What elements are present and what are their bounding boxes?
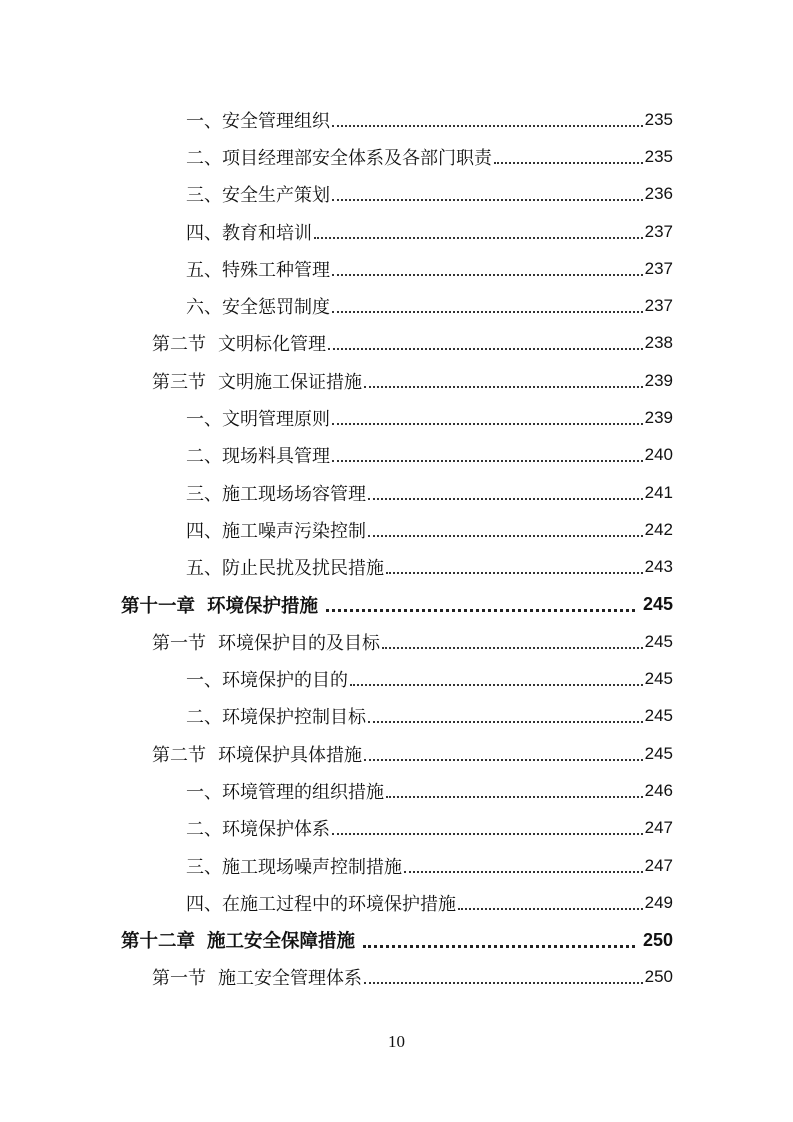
toc-entry-page: 239 bbox=[644, 370, 673, 390]
toc-entry[interactable] bbox=[0, 213, 793, 250]
toc-entry-text: 施工安全管理体系 bbox=[218, 968, 362, 990]
dot-leader bbox=[386, 796, 643, 798]
toc-entry-number: 第三节 bbox=[152, 371, 206, 393]
toc-entry-text: 环境保护体系 bbox=[222, 819, 330, 841]
toc-entry[interactable] bbox=[0, 101, 793, 138]
toc-entry-text: 项目经理部安全体系及各部门职责 bbox=[222, 147, 492, 169]
toc-entry[interactable] bbox=[0, 362, 793, 399]
toc-entry-number: 三、 bbox=[186, 856, 222, 878]
toc-entry-title bbox=[186, 853, 402, 879]
toc-entry-text: 环境保护具体措施 bbox=[218, 744, 362, 766]
toc-entry-number: 二、 bbox=[186, 819, 222, 841]
toc-entry-title bbox=[152, 629, 380, 655]
dot-leader bbox=[386, 572, 643, 574]
toc-entry-title bbox=[186, 554, 384, 580]
dot-leader bbox=[332, 125, 643, 127]
toc-entry-page: 236 bbox=[644, 184, 673, 204]
toc-entry[interactable] bbox=[0, 884, 793, 921]
toc-entry-number: 二、 bbox=[186, 147, 222, 169]
toc-entry-page: 235 bbox=[644, 109, 673, 129]
toc-entry-title bbox=[152, 368, 362, 394]
toc-entry-title bbox=[152, 330, 326, 356]
toc-entry-title bbox=[186, 890, 456, 916]
page-number: 10 bbox=[388, 1032, 405, 1051]
toc-entry-page: 241 bbox=[644, 482, 673, 502]
toc-entry-page: 245 bbox=[642, 594, 673, 614]
dot-leader bbox=[314, 237, 643, 239]
toc-entry-text: 施工现场噪声控制措施 bbox=[222, 856, 402, 878]
toc-entry-page: 250 bbox=[642, 929, 673, 950]
toc-entry-title bbox=[152, 964, 362, 990]
toc-entry-page: 249 bbox=[644, 892, 673, 912]
toc-entry[interactable] bbox=[0, 586, 793, 623]
toc-entry-text: 环境保护的目的 bbox=[222, 670, 348, 692]
toc-entry-number: 五、 bbox=[186, 259, 222, 281]
toc-entry-text: 防止民扰及扰民措施 bbox=[222, 558, 384, 580]
toc-entry-title bbox=[186, 181, 330, 207]
toc-entry-page: 237 bbox=[644, 221, 673, 241]
toc-entry-text: 环境管理的组织措施 bbox=[222, 781, 384, 803]
toc-entry-text: 在施工过程中的环境保护措施 bbox=[222, 893, 456, 915]
toc-entry-title bbox=[186, 517, 366, 543]
toc-entry-title bbox=[186, 666, 348, 692]
dot-leader bbox=[458, 908, 643, 910]
dot-leader bbox=[350, 684, 643, 686]
toc-entry-text: 环境保护控制目标 bbox=[222, 707, 366, 729]
toc-entry-text: 施工现场场容管理 bbox=[222, 483, 366, 505]
toc-entry[interactable] bbox=[0, 623, 793, 660]
toc-entry-number: 二、 bbox=[186, 707, 222, 729]
table-of-contents bbox=[0, 101, 793, 996]
toc-entry-page: 237 bbox=[644, 296, 673, 316]
dot-leader bbox=[332, 423, 643, 425]
toc-entry-page: 238 bbox=[644, 333, 673, 353]
toc-entry-title bbox=[121, 927, 355, 953]
toc-entry[interactable] bbox=[0, 549, 793, 586]
dot-leader bbox=[332, 460, 643, 462]
toc-entry-page: 239 bbox=[644, 408, 673, 428]
toc-entry-number: 第十一章 bbox=[121, 595, 196, 617]
toc-entry[interactable] bbox=[0, 735, 793, 772]
toc-entry-text: 安全惩罚制度 bbox=[222, 297, 330, 319]
dot-leader bbox=[368, 498, 643, 500]
toc-entry-number: 四、 bbox=[186, 893, 222, 915]
dot-leader bbox=[332, 199, 643, 201]
dot-leader bbox=[332, 274, 643, 276]
toc-entry-page: 243 bbox=[644, 557, 673, 577]
toc-entry-number: 四、 bbox=[186, 520, 222, 542]
dot-leader bbox=[332, 311, 643, 313]
toc-entry-text: 安全生产策划 bbox=[222, 185, 330, 207]
toc-entry-page: 245 bbox=[644, 631, 673, 651]
toc-entry-title bbox=[186, 703, 366, 729]
toc-entry-title bbox=[186, 219, 312, 245]
toc-entry-title bbox=[186, 144, 492, 170]
toc-entry-number: 一、 bbox=[186, 110, 222, 132]
toc-entry-page: 247 bbox=[644, 855, 673, 875]
toc-entry[interactable] bbox=[0, 399, 793, 436]
toc-entry-text: 环境保护目的及目标 bbox=[218, 632, 380, 654]
toc-entry[interactable] bbox=[0, 959, 793, 996]
toc-entry[interactable] bbox=[0, 698, 793, 735]
toc-entry[interactable] bbox=[0, 511, 793, 548]
toc-entry-number: 二、 bbox=[186, 446, 222, 468]
toc-entry-page: 245 bbox=[644, 669, 673, 689]
toc-entry-page: 245 bbox=[644, 706, 673, 726]
toc-entry-number: 第一节 bbox=[152, 632, 206, 654]
toc-entry-text: 特殊工种管理 bbox=[222, 259, 330, 281]
toc-entry-text: 文明管理原则 bbox=[222, 409, 330, 431]
toc-entry[interactable] bbox=[0, 474, 793, 511]
dot-leader bbox=[326, 609, 635, 612]
toc-entry-text: 文明施工保证措施 bbox=[218, 371, 362, 393]
toc-entry-text: 安全管理组织 bbox=[222, 110, 330, 132]
toc-entry[interactable] bbox=[0, 810, 793, 847]
toc-entry[interactable] bbox=[0, 922, 793, 959]
toc-entry-page: 246 bbox=[644, 780, 673, 800]
toc-entry-title bbox=[186, 405, 330, 431]
toc-entry[interactable] bbox=[0, 287, 793, 324]
toc-entry-title bbox=[186, 256, 330, 282]
dot-leader bbox=[363, 945, 635, 948]
toc-entry-page: 247 bbox=[644, 818, 673, 838]
toc-entry[interactable] bbox=[0, 772, 793, 809]
toc-entry-number: 一、 bbox=[186, 409, 222, 431]
toc-entry-title bbox=[186, 442, 330, 468]
toc-entry-text: 文明标化管理 bbox=[218, 334, 326, 356]
toc-entry-text: 教育和培训 bbox=[222, 222, 312, 244]
toc-entry-number: 一、 bbox=[186, 670, 222, 692]
toc-entry-title bbox=[186, 778, 384, 804]
toc-entry-title bbox=[186, 293, 330, 319]
dot-leader bbox=[368, 535, 643, 537]
toc-entry-title bbox=[121, 592, 318, 618]
toc-entry-page: 237 bbox=[644, 258, 673, 278]
toc-entry-number: 六、 bbox=[186, 297, 222, 319]
dot-leader bbox=[368, 721, 643, 723]
toc-entry[interactable] bbox=[0, 325, 793, 362]
toc-entry-text: 施工安全保障措施 bbox=[207, 931, 356, 953]
toc-entry-text: 环境保护措施 bbox=[207, 595, 319, 617]
toc-entry[interactable] bbox=[0, 437, 793, 474]
toc-entry-title bbox=[152, 741, 362, 767]
toc-entry-title bbox=[186, 815, 330, 841]
toc-entry-page: 242 bbox=[644, 519, 673, 539]
toc-entry[interactable] bbox=[0, 250, 793, 287]
toc-entry-number: 第十二章 bbox=[121, 931, 196, 953]
toc-entry-page: 235 bbox=[644, 146, 673, 166]
dot-leader bbox=[364, 759, 643, 761]
toc-entry-page: 245 bbox=[644, 743, 673, 763]
toc-entry-number: 第二节 bbox=[152, 744, 206, 766]
toc-entry-title bbox=[186, 480, 366, 506]
toc-entry[interactable] bbox=[0, 847, 793, 884]
dot-leader bbox=[404, 871, 643, 873]
toc-entry-number: 五、 bbox=[186, 558, 222, 580]
dot-leader bbox=[364, 386, 643, 388]
dot-leader bbox=[364, 982, 643, 984]
dot-leader bbox=[332, 833, 643, 835]
toc-entry-number: 四、 bbox=[186, 222, 222, 244]
toc-entry-text: 施工噪声污染控制 bbox=[222, 520, 366, 542]
toc-entry-page: 240 bbox=[644, 445, 673, 465]
toc-entry-number: 三、 bbox=[186, 483, 222, 505]
toc-entry[interactable] bbox=[0, 138, 793, 175]
dot-leader bbox=[328, 348, 643, 350]
toc-entry-number: 第一节 bbox=[152, 968, 206, 990]
dot-leader bbox=[494, 162, 643, 164]
toc-entry-number: 三、 bbox=[186, 185, 222, 207]
toc-entry-title bbox=[186, 107, 330, 133]
toc-entry-number: 一、 bbox=[186, 781, 222, 803]
toc-entry-text: 现场料具管理 bbox=[222, 446, 330, 468]
toc-entry[interactable] bbox=[0, 660, 793, 697]
toc-entry-page: 250 bbox=[644, 967, 673, 987]
toc-entry[interactable] bbox=[0, 176, 793, 213]
toc-entry-number: 第二节 bbox=[152, 334, 206, 356]
dot-leader bbox=[382, 647, 643, 649]
